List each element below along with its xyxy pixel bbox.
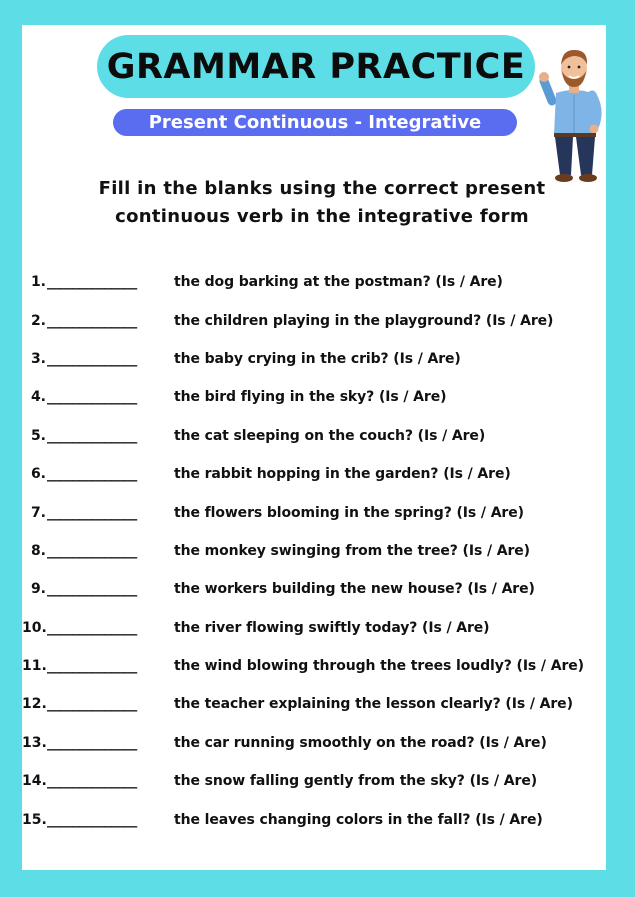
answer-blank[interactable]: ______________ xyxy=(47,734,137,751)
question-item xyxy=(22,263,606,301)
answer-blank[interactable]: ______________ xyxy=(47,466,137,483)
question-text: the rabbit hopping in the garden? (Is / Are) xyxy=(174,466,511,483)
question-text: the car running smoothly on the road? (Is / Are) xyxy=(174,734,547,751)
question-item xyxy=(22,455,606,493)
teacher-waving-icon xyxy=(538,37,610,185)
answer-blank[interactable]: ______________ xyxy=(47,658,137,675)
question-text: the workers building the new house? (Is / Are) xyxy=(174,581,535,598)
question-item xyxy=(22,724,606,762)
subtitle-banner xyxy=(113,109,517,136)
question-item xyxy=(22,417,606,455)
question-item xyxy=(22,609,606,647)
instructions-line-1: Fill in the blanks using the correct present xyxy=(98,178,546,199)
question-list xyxy=(22,263,606,839)
answer-blank[interactable]: ______________ xyxy=(47,427,137,444)
question-number: 7. xyxy=(30,504,46,521)
question-text: the wind blowing through the trees loudly? (Is / Are) xyxy=(174,658,584,675)
answer-blank[interactable]: ______________ xyxy=(47,773,137,790)
question-text: the monkey swinging from the tree? (Is / Are) xyxy=(174,542,530,559)
question-item xyxy=(22,570,606,608)
instructions-line-2: continuous verb in the integrative form xyxy=(115,206,529,227)
title-banner xyxy=(97,35,535,98)
question-item xyxy=(22,800,606,838)
question-number: 2. xyxy=(30,312,46,329)
page-title: GRAMMAR PRACTICE xyxy=(106,46,526,87)
question-item xyxy=(22,378,606,416)
question-item xyxy=(22,301,606,339)
question-text: the snow falling gently from the sky? (Is / Are) xyxy=(174,773,538,790)
question-text: the teacher explaining the lesson clearly? (Is / Are) xyxy=(174,696,573,713)
answer-blank[interactable]: ______________ xyxy=(47,504,137,521)
question-number: 11. xyxy=(22,658,47,675)
question-item xyxy=(22,647,606,685)
question-number: 13. xyxy=(22,734,47,751)
question-number: 10. xyxy=(22,619,47,636)
question-item xyxy=(22,493,606,531)
answer-blank[interactable]: ______________ xyxy=(47,350,137,367)
worksheet-page xyxy=(22,25,606,870)
page-subtitle: Present Continuous - Integrative xyxy=(148,112,482,133)
question-number: 8. xyxy=(30,542,46,559)
question-text: the cat sleeping on the couch? (Is / Are) xyxy=(174,427,486,444)
question-number: 6. xyxy=(30,466,46,483)
question-text: the bird flying in the sky? (Is / Are) xyxy=(174,389,447,406)
question-text: the baby crying in the crib? (Is / Are) xyxy=(174,350,461,367)
answer-blank[interactable]: ______________ xyxy=(47,542,137,559)
question-text: the flowers blooming in the spring? (Is / Are) xyxy=(174,504,524,521)
question-text: the dog barking at the postman? (Is / Are) xyxy=(174,274,503,291)
question-item xyxy=(22,762,606,800)
question-text: the children playing in the playground? (Is / Are) xyxy=(174,312,554,329)
answer-blank[interactable]: ______________ xyxy=(47,274,137,291)
instructions xyxy=(62,175,582,231)
question-number: 4. xyxy=(30,389,46,406)
answer-blank[interactable]: ______________ xyxy=(47,581,137,598)
question-number: 3. xyxy=(30,350,46,367)
answer-blank[interactable]: ______________ xyxy=(47,696,137,713)
question-number: 14. xyxy=(22,773,47,790)
question-text: the river flowing swiftly today? (Is / Are) xyxy=(174,619,490,636)
question-item xyxy=(22,685,606,723)
answer-blank[interactable]: ______________ xyxy=(47,389,137,406)
question-number: 1. xyxy=(30,274,46,291)
question-item xyxy=(22,532,606,570)
question-number: 12. xyxy=(22,696,47,713)
answer-blank[interactable]: ______________ xyxy=(47,811,137,828)
question-number: 15. xyxy=(22,811,47,828)
answer-blank[interactable]: ______________ xyxy=(47,619,137,636)
question-item xyxy=(22,340,606,378)
question-number: 5. xyxy=(30,427,46,444)
question-number: 9. xyxy=(30,581,46,598)
answer-blank[interactable]: ______________ xyxy=(47,312,137,329)
question-text: the leaves changing colors in the fall? (Is / Are) xyxy=(174,811,543,828)
